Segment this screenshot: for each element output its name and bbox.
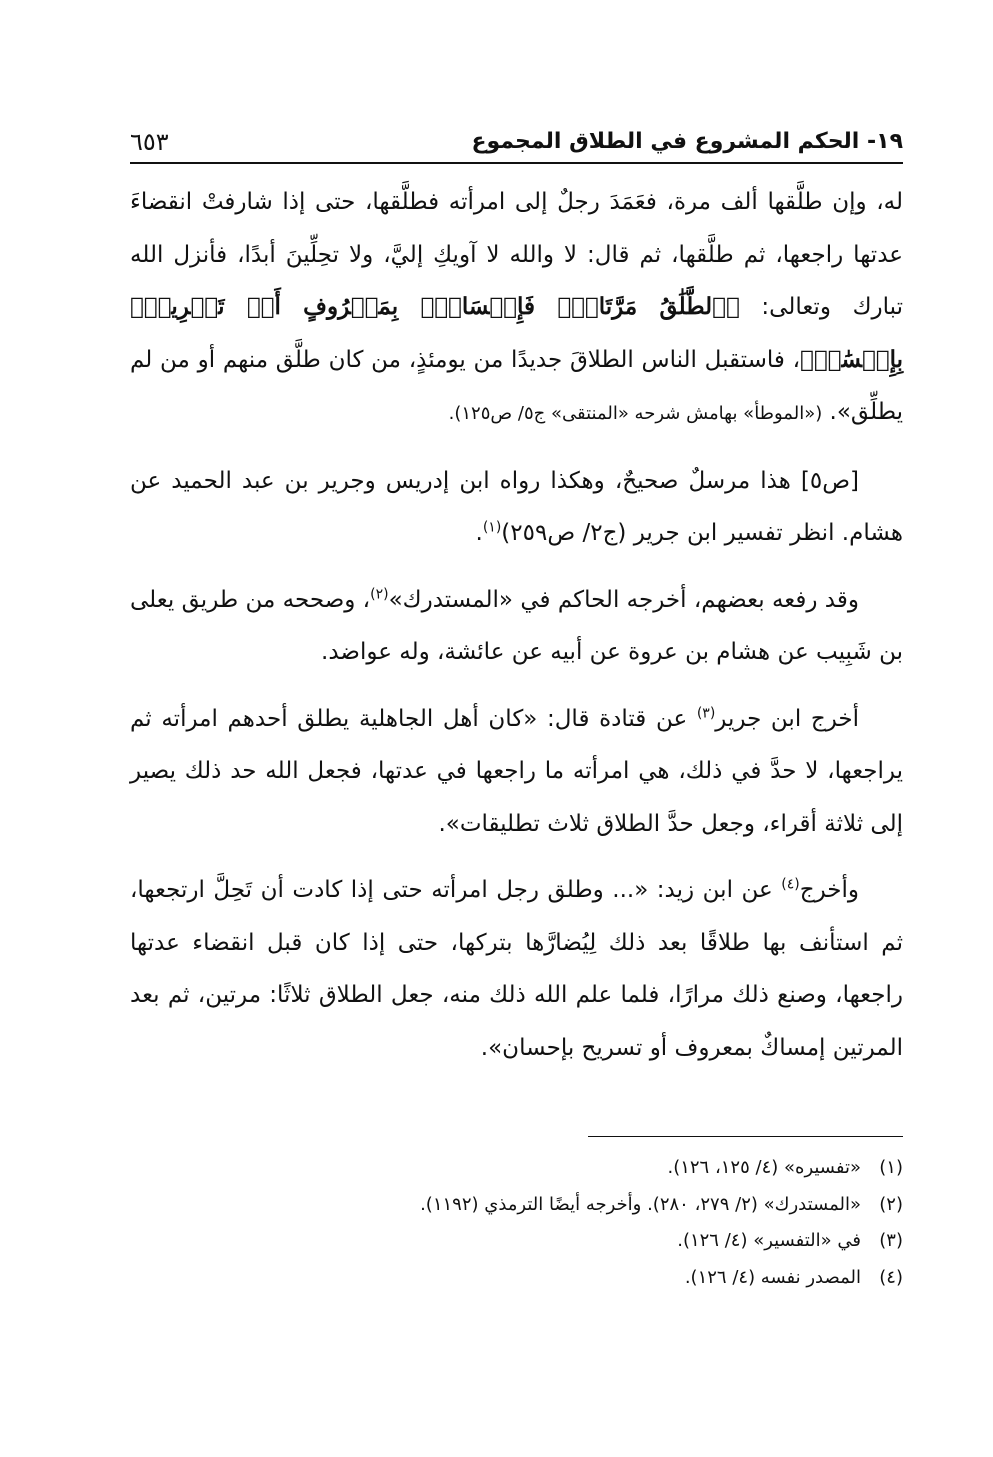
- footnote-number: (٢): [879, 1193, 903, 1215]
- footnote-text: المصدر نفسه (٤/ ١٢٦).: [684, 1266, 861, 1288]
- paragraph-text: عن ابن زيد: «... وطلق رجل امرأته حتى إذا كادت أن تَحِلَّ ارتجعها، ثم استأنف بها طلاقًا بعد ذلك لِيُضارَّها بتركها، حتى إذا كان قبل انقضاء عدتها راجعها، وصنع ذلك مرارًا، فلما علم الله ذلك منه، جعل الطلاق ثلاثًا: مرتين، ثم بعد المرتين إمساكٌ بمعروف أو تسريح بإحسان».: [130, 877, 903, 1061]
- footnote-reference[interactable]: (٢): [370, 585, 389, 602]
- running-header: [130, 122, 903, 162]
- paragraph-text: أخرج ابن جرير: [715, 705, 859, 732]
- paragraph-5: [130, 864, 903, 1074]
- paragraph-text: وقد رفعه بعضهم، أخرجه الحاكم في «المستدرك»: [388, 586, 859, 613]
- footnotes: [130, 1150, 903, 1296]
- paragraph-1: [130, 176, 903, 441]
- paragraph-text: ، فاستقبل الناس الطلاقَ جديدًا من يومئذٍ، من كان طلَّق منهم أو من لم يطلِّق».: [130, 346, 903, 425]
- footnote-text: «تفسيره» (٤/ ١٢٥، ١٢٦).: [667, 1157, 861, 1178]
- paragraph-text: عن قتادة قال: «كان أهل الجاهلية يطلق أحدهم امرأته ثم يراجعها، لا حدَّ في ذلك، هي امرأته ما راجعها في عدتها، فجعل الله حد ذلك يصير إلى ثلاثة أقراء، وجعل حدَّ الطلاق ثلاث تطليقات».: [130, 705, 903, 837]
- footnote-divider: [588, 1136, 903, 1137]
- footnote-reference[interactable]: (١): [482, 519, 502, 536]
- footnote-4: [130, 1260, 903, 1297]
- footnote-reference[interactable]: (٣): [696, 704, 716, 721]
- paragraph-text: له، وإن طلَّقها ألف مرة، فعَمَدَ رجلٌ إلى امرأته فطلَّقها، حتى إذا شارفتْ انقضاءَ عدتها راجعها، ثم طلَّقها، ثم قال: لا والله لا آويكِ إليَّ، ولا تحِلِّينَ أبدًا، فأنزل الله تبارك وتعالى:: [130, 189, 903, 320]
- page-number: ٦٥٣: [130, 128, 169, 156]
- footnote-number: (٣): [879, 1230, 903, 1251]
- footnote-number: (٤): [879, 1266, 903, 1288]
- footnote-text: «المستدرك» (٢/ ٢٧٩، ٢٨٠). وأخرجه أيضًا الترمذي (١١٩٢).: [420, 1193, 861, 1215]
- footnote-1: [130, 1150, 903, 1187]
- footnote-number: (١): [879, 1157, 903, 1178]
- chapter-title: ١٩- الحكم المشروع في الطلاق المجموع: [471, 129, 903, 154]
- paragraph-text: وأخرج: [799, 877, 859, 903]
- source-citation: («الموطأ» بهامش شرحه «المنتقى» ج٥/ ص١٢٥).: [448, 403, 823, 424]
- header-divider: [130, 162, 903, 164]
- paragraph-4: [130, 693, 903, 851]
- paragraph-text: [ص٥] هذا مرسلٌ صحيحٌ، وهكذا رواه ابن إدريس وجرير بن عبد الحميد عن هشام. انظر تفسير ابن جرير (ج٢/ ص٢٥٩): [130, 467, 903, 546]
- quran-verse: ﴿ٱلطَّلَٰقُ مَرَّتَانِۖ فَإِمۡسَاكُۢ بِمَعۡرُوفٍ أَوۡ تَسۡرِيحُۢ بِإِحۡسَٰنٖ﴾: [130, 293, 903, 373]
- paragraph-2: [130, 455, 903, 560]
- main-text: [130, 176, 903, 1088]
- paragraph-text: ، وصححه من طريق يعلى بن شَبِيب عن هشام بن عروة عن أبيه عن عائشة، وله عواضد.: [130, 586, 903, 665]
- footnote-3: [130, 1223, 903, 1260]
- paragraph-text: .: [475, 520, 483, 546]
- paragraph-3: [130, 574, 903, 679]
- footnote-2: [130, 1187, 903, 1224]
- footnote-text: في «التفسير» (٤/ ١٢٦).: [677, 1230, 861, 1251]
- footnote-reference[interactable]: (٤): [781, 876, 800, 893]
